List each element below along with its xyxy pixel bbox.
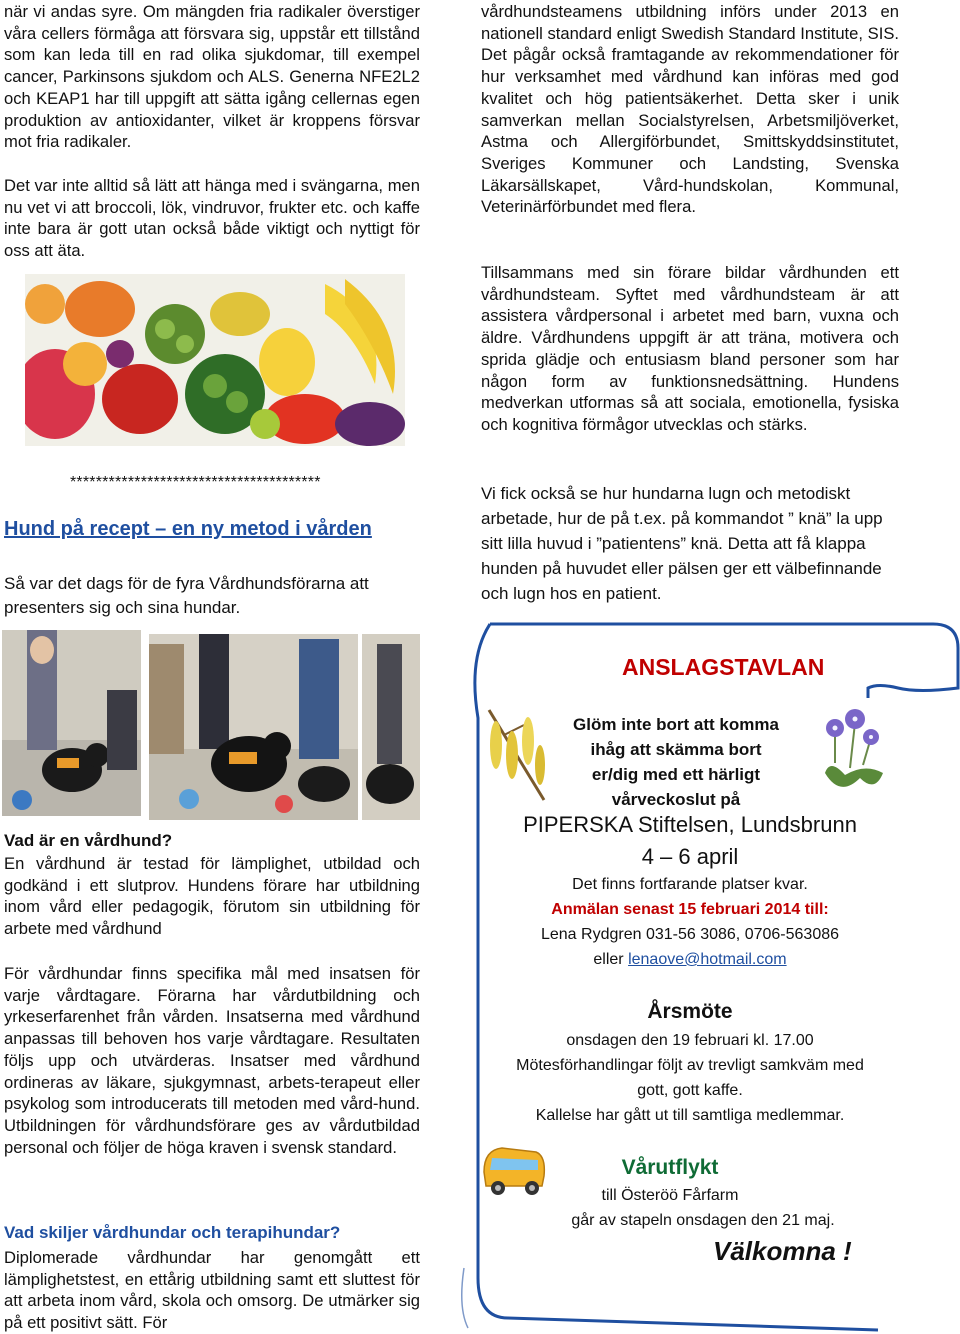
meeting-date: onsdagen den 19 februari kl. 17.00 — [566, 1032, 814, 1049]
meeting-title: Årsmöte — [647, 1000, 733, 1023]
right-paragraph-3: Vi fick också se hur hundarna lugn och metodiskt arbetade, hur de på t.ex. på kommandot ” knä” la upp sitt lilla huvud i ”patientens” knä. Detta att få klappa hunden på huvudet eller pälsen ger ett välbefinnande och lugn hos en patient. — [481, 484, 883, 603]
left-paragraph-2: Det var inte alltid så lätt att hänga med i svängarna, men nu vet vi att broccoli, lök, vindruvor, frukter etc. och kaffe inte bara är gott utan också både viktigt och nyttigt för oss att äta. — [4, 176, 420, 261]
q1-heading: Vad är en vårdhund? — [4, 831, 173, 850]
q1-text-2: För vårdhundar finns specifika mål med insatsen för varje vårdtagare. Förarna har vårdutbildning och yrkeserfarenhet från vården. Insatserna med vårdhund anpassas till behoven hos varje vårdtagare. Resultaten följs upp och utvärderas. Insatser med vårdhund ordineras av läkare, sjukgymnast, arbets-terapeut eller psykolog som introducerats till metoden med vård-hund. Utbildningen för vårdhundsförare ges av vårdutbildad personal och följer de höga kraven i svensk standard. — [4, 964, 420, 1157]
meeting-line-3: Kallelse har gått ut till samtliga medlemmar. — [535, 1107, 845, 1124]
q2-text: Diplomerade vårdhundar har genomgått ett lämplighetstest, en ettårig utbildning samt ett sluttest för att arbeta inom vård, skola och omsorg. De utmärker sig på ett positivt sätt. För — [4, 1248, 420, 1333]
board-contact: Lena Rydgren 031-56 3086, 0706-563086 — [540, 926, 840, 943]
q1-text: En vårdhund är testad för lämplighet, utbildad och godkänd i ett slutprov. Hundens förare har utbildning inom vård eller pedagogik, förutom sin utbildning för arbete med vårdhund — [4, 854, 420, 939]
board-email-line — [470, 951, 910, 969]
reminder-line: ihåg att skämma bort — [590, 740, 762, 759]
meeting-line-1: Mötesförhandlingar följt av trevligt samkväm med — [516, 1057, 864, 1074]
article-heading: Hund på recept – en ny metod i vården — [4, 518, 372, 540]
board-email-prefix: eller — [593, 951, 629, 968]
bus-illustration — [478, 1132, 548, 1202]
trip-date: går av stapeln onsdagen den 21 maj. — [571, 1212, 835, 1229]
board-places: Det finns fortfarande platser kvar. — [572, 876, 808, 893]
reminder-line: vårveckoslut på — [611, 790, 741, 809]
trip-title: Vårutflykt — [621, 1156, 719, 1179]
board-title: ANSLAGSTAVLAN — [622, 654, 825, 680]
hepatica-flower-illustration — [805, 703, 885, 798]
q2-heading: Vad skiljer vårdhundar och terapihundar? — [4, 1223, 341, 1242]
reminder-line: Glöm inte bort att komma — [573, 715, 779, 734]
meeting-line-2: gott, gott kaffe. — [637, 1082, 743, 1099]
board-deadline: Anmälan senast 15 februari 2014 till: — [551, 901, 829, 918]
therapy-dogs-photo-1 — [2, 630, 141, 816]
fruit-vegetables-photo — [25, 274, 405, 446]
article-intro: Så var det dags för de fyra Vårdhundsförarna att presenters sig och sina hundar. — [4, 574, 369, 617]
right-paragraph-1: vårdhundsteamens utbildning införs under 2013 en nationell standard enligt Swedish Standard Institute, SIS. Det pågår också framtagande av rekommendationer för hur verksamhet med vårdhund kan införas med god kvalitet och hög patientsäkerhet. Detta sker i unik samverkan mellan Socialstyrelsen, Arbetsmiljöverket, Astma och Allergiförbundet, Smittskyddsinstitutet, Sveriges Kommuner och Landsting, Svenska Läkarsällskapet, Vård-hundskolan, Kommunal, Veterinärförbundet med flera. — [481, 2, 899, 217]
board-reminder — [548, 712, 804, 812]
therapy-dogs-photo-3 — [362, 634, 420, 820]
email-link[interactable]: lenaove@hotmail.com — [628, 951, 787, 968]
reminder-line: er/dig med ett härligt — [591, 765, 761, 784]
left-paragraph-1: när vi andas syre. Om mängden fria radikaler överstiger våra cellers förmåga att försvara sig, uppstår ett tillstånd som kan leda till en rad olika sjukdomar, till exempel cancer, Parkinsons sjukdom och ALS. Generna NFE2L2 och KEAP1 har till uppgift att sätta igång cellernas egen produktion av antioxidanter, vilket är kroppens försvar mot fria radikaler. — [4, 2, 420, 152]
catkins-illustration — [484, 705, 550, 805]
welcome-text: Välkomna ! — [713, 1236, 852, 1266]
right-paragraph-2: Tillsammans med sin förare bildar vårdhunden ett vårdhundsteam. Syftet med vårdhundsteam är att assistera vårdpersonal i arbetet med barn, vuxna och äldre. Vårdhundens uppgift är att träna, motivera och sprida glädje och entusiasm bland personer som har någon form av funktionsnedsättning. Hundens medverkan utformas så att sociala, emotionella, fysiska och kognitiva förmågor utvecklas och stärks. — [481, 263, 899, 434]
therapy-dogs-photo-2 — [149, 634, 358, 820]
board-venue: PIPERSKA Stiftelsen, Lundsbrunn — [523, 812, 857, 837]
separator: *************************************** — [70, 474, 321, 491]
trip-destination: till Österöö Fårfarm — [601, 1187, 739, 1204]
board-dates: 4 – 6 april — [641, 844, 739, 869]
